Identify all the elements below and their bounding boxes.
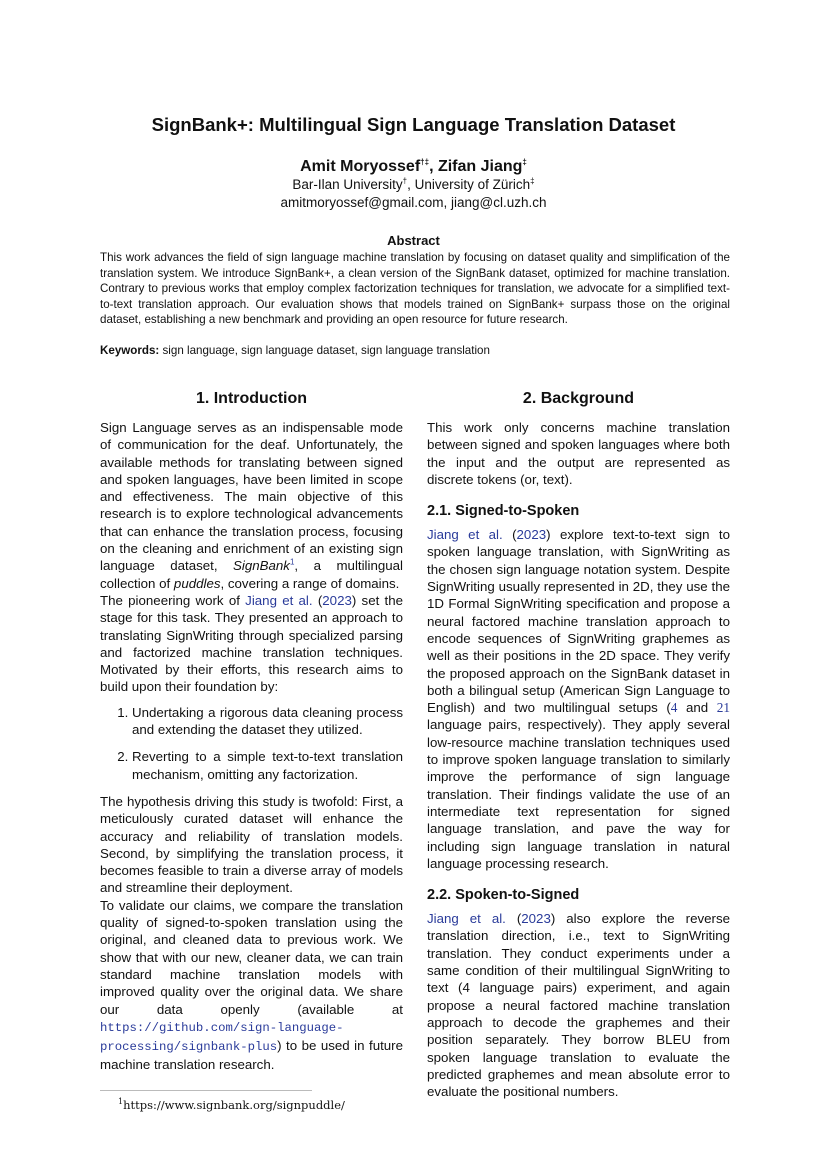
author-2-affil: ‡ [522,157,527,167]
text: , covering a range of domains. [220,575,400,591]
text: also explore the reverse translation direction, i.e., text to SignWriting translation. They conduct experiments under a same condition of their multilingual SignWriting to text (4 language pairs) experiment, and again propose a neural factored machine translation approach to decode the graphemes and their position separately. They borrow BLEU from spoken language translation to evaluate the predicted graphemes and mean absolute error to evaluate the positional numbers. [427,911,730,1100]
list-item: 1. Undertaking a rigorous data cleaning process and extending the dataset they utilized. [132,704,403,739]
author-2: Zifan Jiang [437,158,523,175]
affiliations [0,176,827,194]
citation-year-link[interactable]: 2023 [521,911,551,927]
number: 4 [670,700,678,716]
citation-link[interactable]: Jiang et al. [245,592,313,608]
contribution-list [100,704,403,783]
subsection-heading-spoken-to-signed: 2.2. Spoken-to-Signed [427,887,580,904]
citation-link[interactable]: Jiang et al. [427,911,506,927]
abstract-heading: Abstract [387,233,440,248]
section-heading-background: 2. Background [522,390,635,407]
number: 21 [716,700,730,716]
abstract-text: This work advances the field of sign language machine translation by focusing on dataset quality and simplification of the translation system. We introduce SignBank+, a clean version of the SignBank dataset, optimized for machine translation. Contrary to previous works that employ complex factorization techniques for translation, we advocate for a simplified text-to-text translation approach. Our evaluation shows that models trained on SignBank+ surpass those on the original dataset, establishing a new benchmark and providing an open resource for future research. [100,251,730,327]
affiliation-2: University of Zürich [414,177,531,192]
text: , a multilingual collection of [100,558,404,591]
text: explore text-to-text sign to spoken language translation, with SignWriting as the chosen sign language notation system. Despite SignWriting usually represented in 2D, they use the 1D Formal SignWriting specification and propose a neural factored machine translation approach to encode sequences of SignWriting graphemes as well as their positions in the 2D space. They verify the proposed approach on the SignBank dataset in both a bilingual setup (American Sign Language to English) and two multilingual setups ( [427,527,731,716]
list-item: 2. Reverting to a simple text-to-text translation mechanism, omitting any factorization. [132,748,403,783]
section-heading-introduction: 1. Introduction [195,390,308,407]
keywords [100,344,730,357]
text: ) to be used in future machine translation research. [100,1038,403,1073]
footnote-divider [100,1090,312,1091]
author-block [0,158,827,212]
puddles-term: puddles [173,575,221,591]
footnote [100,1097,403,1114]
text: To validate our claims, we compare the translation quality of signed-to-spoken translation using the original, and cleaned data to previous work. We show that with our new, cleaner data, we can train standard machine translation models with improved quality over the original data. We share our data openly (available at [100,897,403,1017]
footnote-ref[interactable]: 1 [289,557,295,567]
text: ) [546,527,551,543]
subsection-heading-signed-to-spoken: 2.1. Signed-to-Spoken [427,503,580,520]
footnote-number: 1 [118,1096,124,1106]
text: Sign Language serves as an indispensable mode of communication for the deaf. Unfortunately, the available methods for translating between signed and spoken languages, have been limited in scope and effectiveness. The main objective of this research is to explore technological advancements that can enhance the translation process, focusing on the cleaning and enrichment of an existing sign language dataset, [100,420,403,574]
text: and [677,700,717,716]
spoken-to-signed-paragraph [427,910,730,1100]
affiliation-1: Bar-Ilan University [292,177,403,192]
background-paragraph: This work only concerns machine translation between signed and spoken languages where both the input and the output are represented as discrete tokens (or, text). [427,420,730,487]
keywords-text: sign language, sign language dataset, sign language translation [159,344,490,357]
text: ) [550,911,556,927]
text: The hypothesis driving this study is twofold: First, a meticulously curated dataset will enhance the accuracy and reliability of translation models. Second, by simplifying the translation process, it becomes feasible to train a diverse array of models and streamline their deployment. [100,793,403,896]
sep: , [407,177,415,192]
paper-title: SignBank+: Multilingual Sign Language Translation Dataset [151,114,676,135]
github-link[interactable]: https://github.com/sign-language-processing/signbank-plus [100,1020,344,1055]
citation-link[interactable]: Jiang et al. [427,527,503,543]
text: ( [502,527,517,543]
author-1: Amit Moryossef [300,158,421,175]
affiliation-2-mark: ‡ [530,176,535,186]
keywords-label: Keywords: [100,344,160,357]
text: The pioneering work of [100,592,246,608]
text: ( [312,592,323,608]
intro-paragraph-1 [100,419,403,696]
citation-year-link[interactable]: 2023 [322,592,352,608]
citation-year-link[interactable]: 2023 [516,527,547,543]
intro-paragraph-3 [100,793,403,1074]
text: ) set the stage for this task. They presented an approach to translating SignWriting through specialized parsing and factorized machine translation techniques. Motivated by their efforts, this research aims to build upon their foundation by: [100,592,404,695]
affiliation-1-mark: † [402,176,408,186]
text: ( [505,911,522,927]
right-column [427,389,730,1108]
left-column [100,389,403,1114]
sep: , [429,158,438,175]
author-1-affil: †‡ [420,157,430,167]
signed-to-spoken-paragraph [427,526,730,872]
footnote-url[interactable]: https://www.signbank.org/signpuddle/ [123,1097,345,1112]
author-names [0,158,827,176]
signbank-term: SignBank [233,558,290,574]
emails: amitmoryossef@gmail.com, jiang@cl.uzh.ch [280,195,547,210]
text: language pairs, respectively). They apply several low-resource machine translation techniques used to improve spoken language translation to similarly improve the performance of sign language translation. Their findings validate the use of an intermediate text representation for signed language translation, and pave the way for including sign language translation in natural language processing research. [427,717,730,871]
